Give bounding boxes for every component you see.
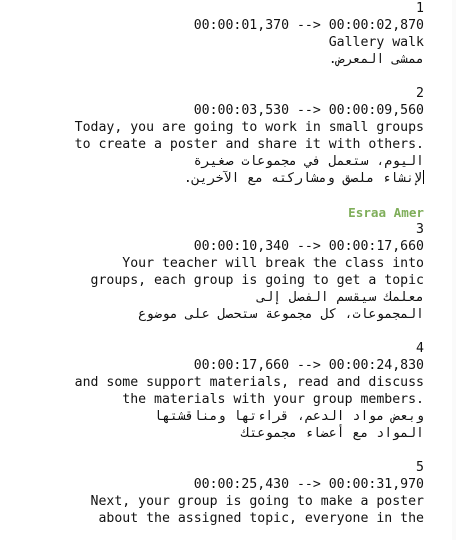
blank-line: [12, 442, 424, 459]
text-cursor: [423, 170, 424, 184]
subtitle-line: [12, 170, 424, 187]
subtitle-line: 2: [416, 86, 424, 101]
author-comment-line: [12, 204, 424, 221]
subtitle-line: المجموعات، كل مجموعة ستحصل على موضوع: [138, 307, 424, 322]
subtitle-line: Today, you are going to work in small groups: [74, 120, 424, 135]
subtitle-line: and some support materials, read and discuss: [74, 375, 424, 390]
subtitle-line: about the assigned topic, everyone in the: [98, 511, 424, 526]
author-name: Esraa Amer: [348, 205, 424, 220]
subtitle-line: اليوم، ستعمل في مجموعات صغيرة: [193, 154, 424, 169]
scrollbar-track[interactable]: [452, 0, 456, 540]
subtitle-line: Gallery walk: [328, 35, 424, 50]
subtitle-line: groups, each group is going to get a topic: [90, 273, 424, 288]
subtitle-line: .to create a poster and share it with others: [74, 137, 424, 152]
blank-line: [12, 68, 424, 85]
subtitle-line: 1: [416, 1, 424, 16]
subtitle-line-text: لإنشاء ملصق ومشاركته مع الآخرين.: [183, 171, 422, 186]
subtitle-line: 00:00:24,830 <-- 00:00:17,660: [193, 358, 424, 373]
subtitle-line: 00:00:02,870 <-- 00:00:01,370: [193, 18, 424, 33]
subtitle-line: معلمك سيقسم الفصل إلى: [257, 290, 424, 305]
subtitle-line: وبعض مواد الدعم، قراءتها ومناقشتها: [154, 409, 424, 424]
subtitle-line: 00:00:17,660 <-- 00:00:10,340: [193, 239, 424, 254]
subtitle-line: ممشى المعرض.: [328, 52, 424, 67]
blank-line: [12, 187, 424, 204]
subtitle-line: .the materials with your group members: [122, 392, 424, 407]
subtitle-line: 3: [416, 222, 424, 237]
subtitle-line: المواد مع أعضاء مجموعتك: [241, 426, 424, 441]
subtitle-line: Next, your group is going to make a poster: [90, 494, 424, 509]
blank-line: [12, 323, 424, 340]
subtitle-line: 00:00:09,560 <-- 00:00:03,530: [193, 103, 424, 118]
subtitle-line: 5: [416, 460, 424, 475]
subtitle-line: Your teacher will break the class into: [122, 256, 424, 271]
subtitle-line: 00:00:31,970 <-- 00:00:25,430: [193, 477, 424, 492]
subtitle-line: 4: [416, 341, 424, 356]
